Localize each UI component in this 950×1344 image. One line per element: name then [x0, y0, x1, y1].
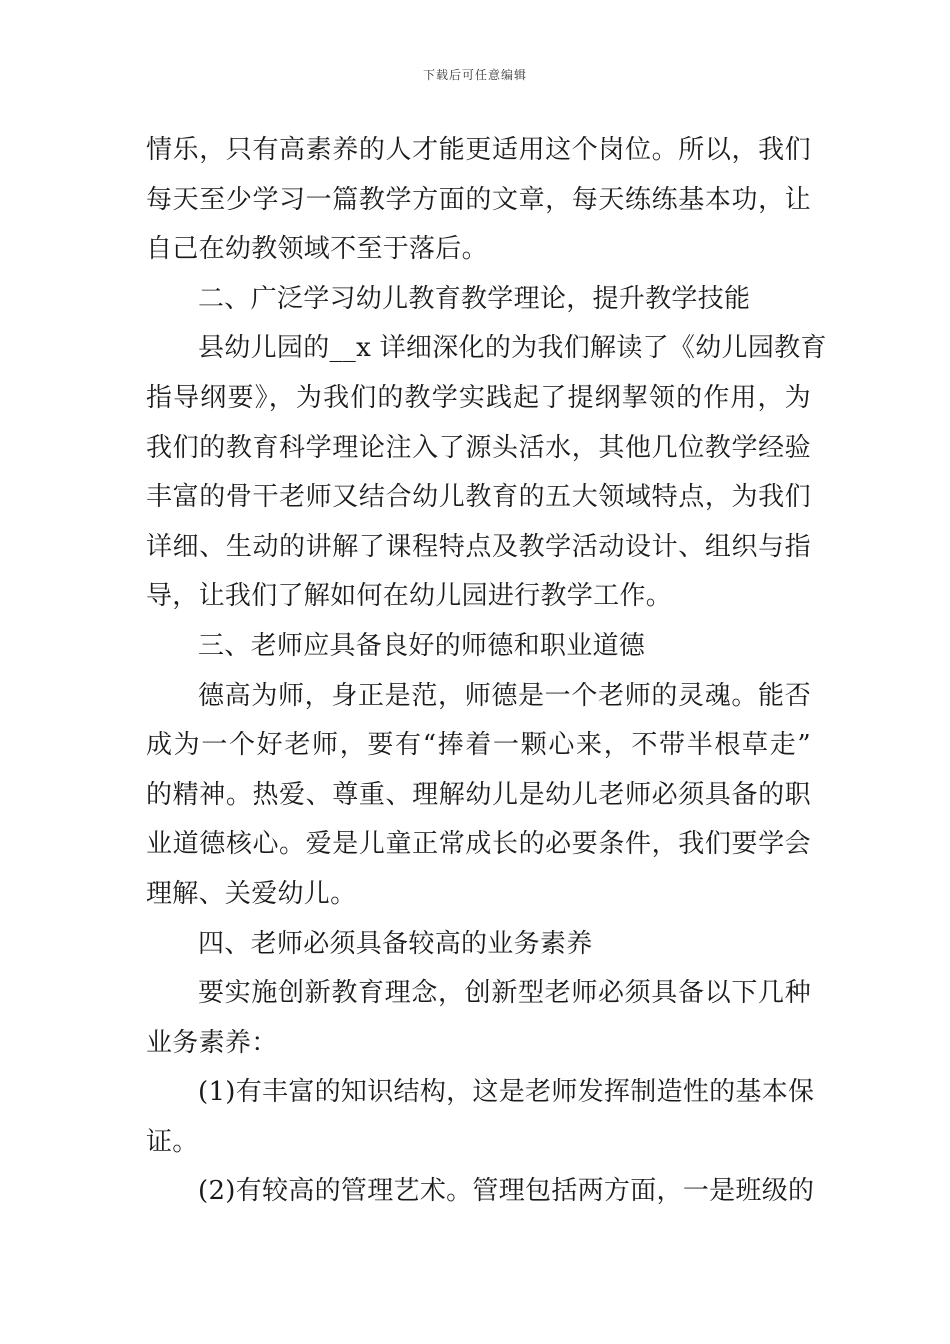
- text-line: 三、老师应具备良好的师德和职业道德: [198, 630, 646, 661]
- document-body: [146, 126, 827, 1217]
- text-line: 要实施创新教育理念，创新型老师必须具备以下几种: [198, 978, 811, 1009]
- text-line: 德高为师，身正是范，师德是一个老师的灵魂。能否: [198, 680, 811, 711]
- text-line: (1)有丰富的知识结构，这是老师发挥制造性的基本保: [198, 1077, 815, 1108]
- text-line: 详细、生动的讲解了课程特点及教学活动设计、组织与指: [146, 531, 811, 562]
- text-line: 业道德核心。爱是儿童正常成长的必要条件，我们要学会: [146, 829, 811, 860]
- text-line: 丰富的骨干老师又结合幼儿教育的五大领域特点，为我们: [146, 482, 811, 513]
- text-line: 的精神。热爱、尊重、理解幼儿是幼儿老师必须具备的职: [146, 779, 811, 810]
- text-line: 四、老师必须具备较高的业务素养: [198, 928, 593, 959]
- text-line: 自己在幼教领域不至于落后。: [146, 234, 488, 265]
- text-line: 业务素养：: [146, 1027, 278, 1058]
- text-line: 证。: [146, 1126, 199, 1157]
- text-line: 我们的教育科学理论注入了源头活水，其他几位教学经验: [146, 432, 811, 463]
- text-line: 导，让我们了解如何在幼儿园进行教学工作。: [146, 581, 673, 612]
- page-header: 下载后可任意编辑: [422, 68, 527, 82]
- text-line: 二、广泛学习幼儿教育教学理论，提升教学技能: [198, 283, 751, 314]
- text-line: 理解、关爱幼儿。: [146, 878, 357, 909]
- text-line: (2)有较高的管理艺术。管理包括两方面，一是班级的: [198, 1176, 815, 1207]
- text-line: 指导纲要》，为我们的教学实践起了提纲挈领的作用，为: [146, 382, 811, 413]
- text-line: 成为一个好老师，要有“捧着一颗心来，不带半根草走”: [146, 730, 811, 761]
- text-line: 县幼儿园的__x 详细深化的为我们解读了《幼儿园教育: [198, 333, 827, 364]
- text-line: 情乐，只有高素养的人才能更适用这个岗位。所以，我们: [146, 135, 811, 165]
- text-line: 每天至少学习一篇教学方面的文章，每天练练基本功，让: [146, 184, 811, 215]
